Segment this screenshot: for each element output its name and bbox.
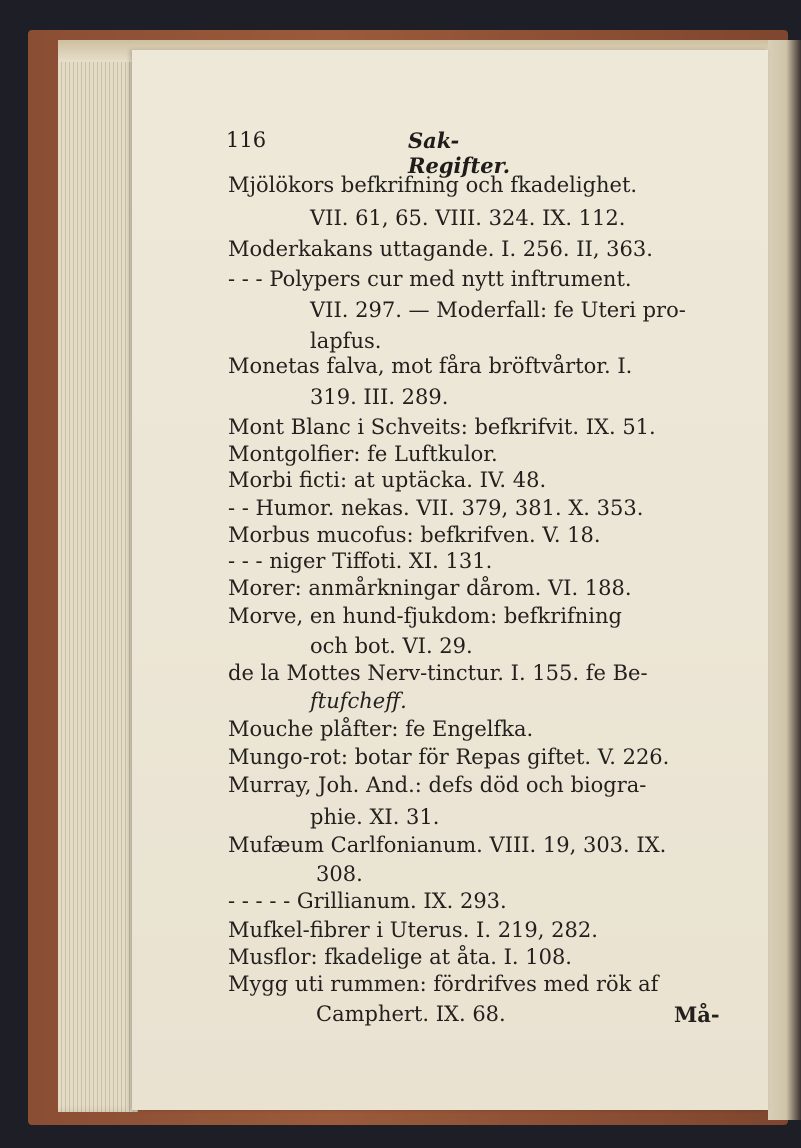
index-line: de la Mottes Nerv-tinctur. I. 155. fe Be- [228,661,648,685]
index-line: Morer: anmårkningar dårom. VI. 188. [228,576,632,600]
index-line: - - Humor. nekas. VII. 379, 381. X. 353. [228,496,644,520]
index-line: ftufcheff. [310,689,407,713]
index-line: VII. 297. — Moderfall: fe Uteri pro- [310,298,686,322]
index-line: - - - Polypers cur med nytt inftrument. [228,267,632,291]
facing-page-edge [768,40,801,1120]
index-line: 319. III. 289. [310,385,449,409]
index-line: Moderkakans uttagande. I. 256. II, 363. [228,237,653,261]
index-line: Mont Blanc i Schveits: befkrifvit. IX. 51. [228,415,656,439]
running-title: Sak-Regifter. [408,128,511,178]
page-edges [58,42,138,1112]
index-line: Musflor: fkadelige at åta. I. 108. [228,945,572,969]
index-line: VII. 61, 65. VIII. 324. IX. 112. [310,206,626,230]
index-line: Camphert. IX. 68. [316,1002,506,1026]
index-line: phie. XI. 31. [310,805,440,829]
index-line: Murray, Joh. And.: defs död och biogra- [228,773,647,797]
index-line: Monetas falva, mot fåra bröftvårtor. I. [228,354,633,378]
index-line: - - - - - Grillianum. IX. 293. [228,889,507,913]
page-number: 116 [226,128,267,152]
index-line: Mufkel-fibrer i Uterus. I. 219, 282. [228,918,598,942]
index-line: Mouche plåfter: fe Engelfka. [228,717,534,741]
index-line: och bot. VI. 29. [310,634,473,658]
index-line: Montgolfier: fe Luftkulor. [228,442,498,466]
index-line: Mungo-rot: botar för Repas giftet. V. 226. [228,745,670,769]
index-line: Mygg uti rummen: fördrifves med rök af [228,972,659,996]
index-line: lapfus. [310,329,382,353]
index-line: Morve, en hund-fjukdom: befkrifning [228,604,622,628]
catchword: Må- [674,1002,720,1027]
index-line: Morbus mucofus: befkrifven. V. 18. [228,523,601,547]
index-line: - - - niger Tiffoti. XI. 131. [228,549,493,573]
index-line: Morbi ficti: at uptäcka. IV. 48. [228,468,547,492]
index-line: 308. [316,862,363,886]
index-line: Mufæum Carlfonianum. VIII. 19, 303. IX. [228,833,667,857]
index-line: Mjölökors befkrifning och fkadelighet. [228,173,638,197]
